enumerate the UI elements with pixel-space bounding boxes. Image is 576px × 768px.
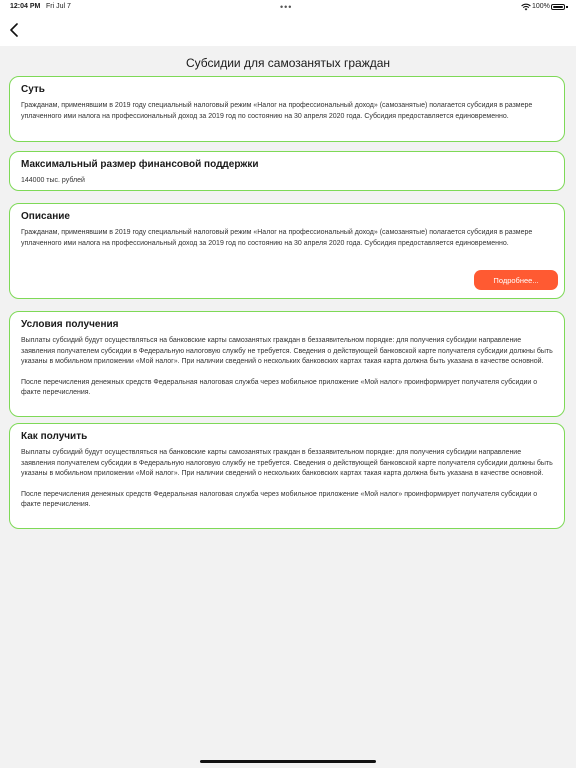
status-date: Fri Jul 7 <box>46 3 71 10</box>
multitasking-dots[interactable]: ••• <box>280 2 293 12</box>
wifi-icon <box>521 3 531 11</box>
essence-card <box>9 76 565 142</box>
description-text: Гражданам, применявшим в 2019 году специальный налоговый режим «Налог на профессиональный доход» (самозанятые) полагается субсидия в размере уплаченного ими налога на профессиональный доход за 2019 год по состоянию на 30 апреля 2020 года. Субсидия предоставляется единовременно. <box>21 229 533 247</box>
status-time: 12:04 PM <box>10 3 41 10</box>
chevron-left-icon <box>9 23 19 37</box>
description-title: Описание <box>21 211 70 222</box>
max-support-card <box>9 151 565 191</box>
page-title: Субсидии для самозанятых граждан <box>185 56 391 70</box>
status-bar <box>0 0 576 14</box>
max-support-title: Максимальный размер финансовой поддержки <box>21 159 259 170</box>
how-to-card <box>9 423 565 529</box>
essence-text: Гражданам, применявшим в 2019 году специальный налоговый режим «Налог на профессиональный доход» (самозанятые) полагается субсидия в размере уплаченного ими налога на профессиональный доход за 2019 год по состоянию на 30 апреля 2020 года. Субсидия предоставляется единовременно. <box>21 102 533 120</box>
max-support-value: 144000 тыс. рублей <box>21 177 85 184</box>
how-to-text-2: После перечисления денежных средств Федеральная налоговая служба через мобильное приложение «Мой налог» проинформирует получателя субсидии о факте перечисления. <box>21 490 538 508</box>
battery-tip <box>566 6 568 8</box>
battery-icon <box>551 4 565 10</box>
essence-title: Суть <box>21 84 45 95</box>
battery-percent: 100% <box>532 3 550 10</box>
more-details-button[interactable]: Подробнее... <box>474 270 558 290</box>
conditions-title: Условия получения <box>21 319 119 330</box>
how-to-title: Как получить <box>21 431 88 442</box>
navigation-bar <box>0 14 576 46</box>
back-button[interactable] <box>4 20 24 40</box>
description-card <box>9 203 565 299</box>
conditions-text-2: После перечисления денежных средств Федеральная налоговая служба через мобильное приложение «Мой налог» проинформирует получателя субсидии о факте перечисления. <box>21 378 538 396</box>
conditions-text-1: Выплаты субсидий будут осуществляться на банковские карты самозанятых граждан в беззаявительном порядке: для получения субсидии направление заявления получателем субсидии в Федеральную налоговую службу не требуется. Сведения о действующей банковской карте получателя субсидии должны быть указаны в мобильном приложении «Мой налог». При наличии сведений о нескольких банковских картах такая карта должна быть указана в качестве основной. <box>21 337 553 365</box>
home-indicator[interactable] <box>200 760 376 763</box>
how-to-text-1: Выплаты субсидий будут осуществляться на банковские карты самозанятых граждан в беззаявительном порядке: для получения субсидии направление заявления получателем субсидии в Федеральную налоговую службу не требуется. Сведения о действующей банковской карте получателя субсидии должны быть указаны в мобильном приложении «Мой налог». При наличии сведений о нескольких банковских картах такая карта должна быть указана в качестве основной. <box>21 449 553 477</box>
conditions-card <box>9 311 565 417</box>
